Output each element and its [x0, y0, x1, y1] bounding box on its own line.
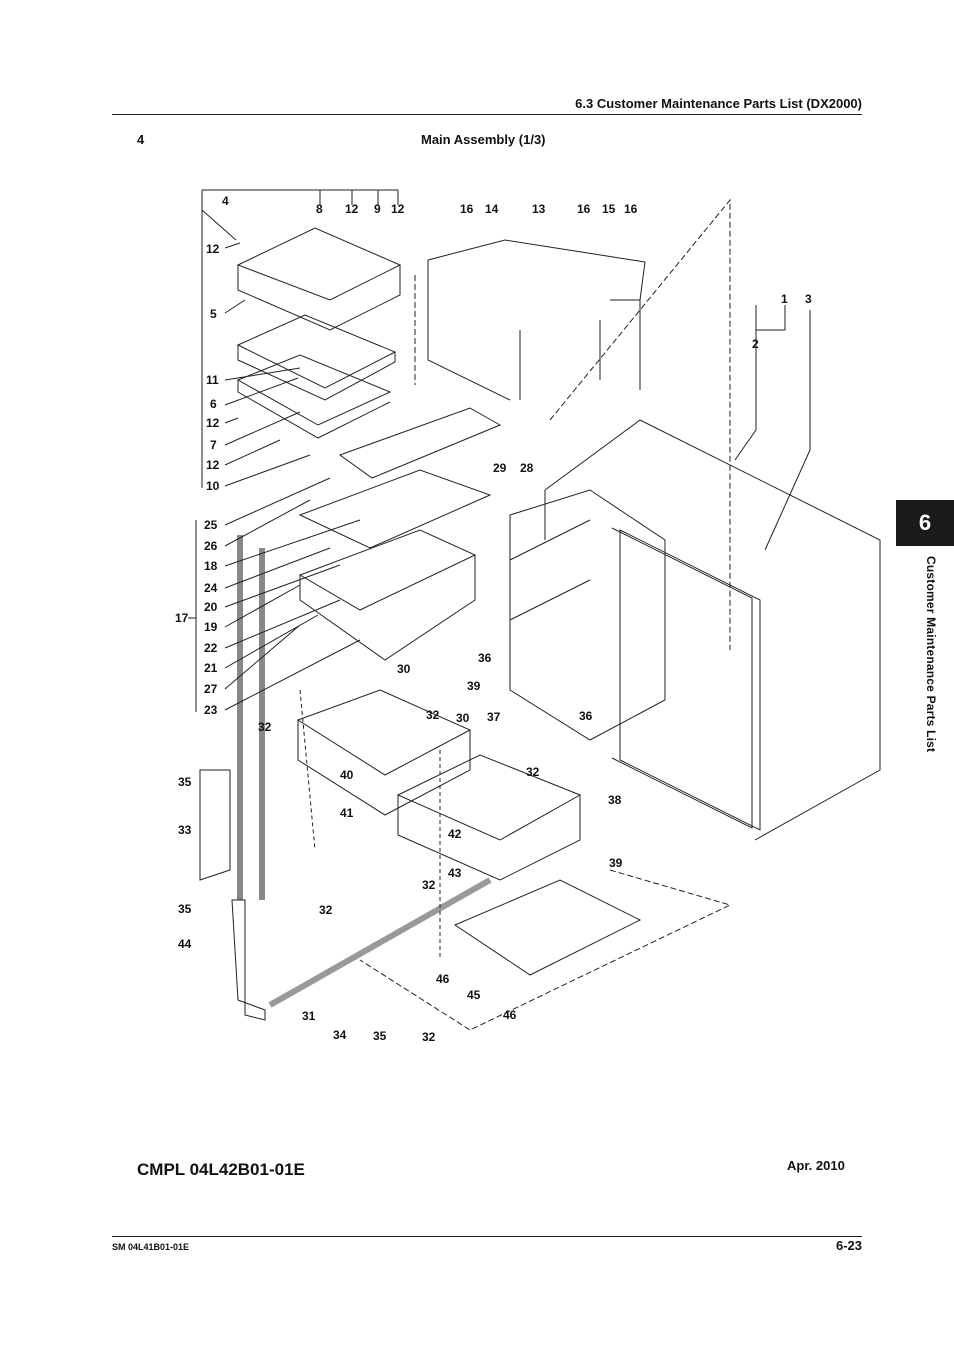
callout-labels — [175, 194, 812, 1044]
callout-29: 29 — [493, 461, 507, 475]
footer-rule — [112, 1236, 862, 1237]
callout-33: 33 — [178, 823, 192, 837]
document-id: SM 04L41B01-01E — [112, 1242, 190, 1252]
callout-36: 36 — [478, 651, 492, 665]
callout-8: 8 — [316, 202, 323, 216]
callout-40: 40 — [340, 768, 354, 782]
callout-28: 28 — [520, 461, 534, 475]
figure-number: 4 — [137, 132, 145, 147]
page-number: 6-23 — [835, 1238, 862, 1253]
callout-20: 20 — [204, 600, 218, 614]
callout-43: 43 — [448, 866, 462, 880]
callout-34: 34 — [333, 1028, 347, 1042]
callout-35: 35 — [178, 775, 192, 789]
callout-2: 2 — [752, 337, 759, 351]
callout-14: 14 — [485, 202, 499, 216]
callout-32: 32 — [426, 708, 440, 722]
callout-1: 1 — [781, 292, 788, 306]
callout-46: 46 — [503, 1008, 517, 1022]
cmpl-number: CMPL 04L42B01-01E — [137, 1160, 305, 1179]
callout-27: 27 — [204, 682, 218, 696]
callout-32: 32 — [422, 1030, 436, 1044]
callout-26: 26 — [204, 539, 218, 553]
callout-3: 3 — [805, 292, 812, 306]
callout-32: 32 — [258, 720, 272, 734]
callout-17: 17 — [175, 611, 189, 625]
callout-41: 41 — [340, 806, 354, 820]
callout-36: 36 — [579, 709, 593, 723]
callout-6: 6 — [210, 397, 217, 411]
callout-23: 23 — [204, 703, 218, 717]
callout-31: 31 — [302, 1009, 316, 1023]
callout-18: 18 — [204, 559, 218, 573]
callout-25: 25 — [204, 518, 218, 532]
callout-12: 12 — [345, 202, 359, 216]
callout-9: 9 — [374, 202, 381, 216]
callout-7: 7 — [210, 438, 217, 452]
callout-16: 16 — [577, 202, 591, 216]
callout-46: 46 — [436, 972, 450, 986]
revision-date: Apr. 2010 — [787, 1158, 845, 1173]
callout-11: 11 — [206, 373, 219, 387]
callout-24: 24 — [204, 581, 218, 595]
chapter-tab: 6 — [896, 500, 954, 546]
callout-12: 12 — [206, 416, 220, 430]
section-title: 6.3 Customer Maintenance Parts List (DX2000) — [575, 96, 862, 111]
callout-10: 10 — [206, 479, 220, 493]
callout-30: 30 — [456, 711, 470, 725]
callout-12: 12 — [391, 202, 405, 216]
callout-39: 39 — [609, 856, 623, 870]
callout-37: 37 — [487, 710, 501, 724]
callout-30: 30 — [397, 662, 411, 676]
callout-16: 16 — [460, 202, 474, 216]
callout-45: 45 — [467, 988, 481, 1002]
callout-38: 38 — [608, 793, 622, 807]
callout-4: 4 — [222, 194, 229, 208]
callout-15: 15 — [602, 202, 616, 216]
callout-44: 44 — [178, 937, 192, 951]
callout-22: 22 — [204, 641, 218, 655]
callout-19: 19 — [204, 620, 218, 634]
figure-title: Main Assembly (1/3) — [421, 132, 546, 147]
callout-5: 5 — [210, 307, 217, 321]
callout-21: 21 — [204, 661, 218, 675]
callout-35: 35 — [178, 902, 192, 916]
callout-42: 42 — [448, 827, 462, 841]
callout-32: 32 — [526, 765, 540, 779]
callout-12: 12 — [206, 242, 220, 256]
callout-35: 35 — [373, 1029, 387, 1043]
chapter-side-label: Customer Maintenance Parts List — [924, 556, 938, 753]
callout-32: 32 — [422, 878, 436, 892]
callout-16: 16 — [624, 202, 638, 216]
callout-13: 13 — [532, 202, 546, 216]
callout-32: 32 — [319, 903, 333, 917]
callout-12: 12 — [206, 458, 220, 472]
callout-39: 39 — [467, 679, 481, 693]
